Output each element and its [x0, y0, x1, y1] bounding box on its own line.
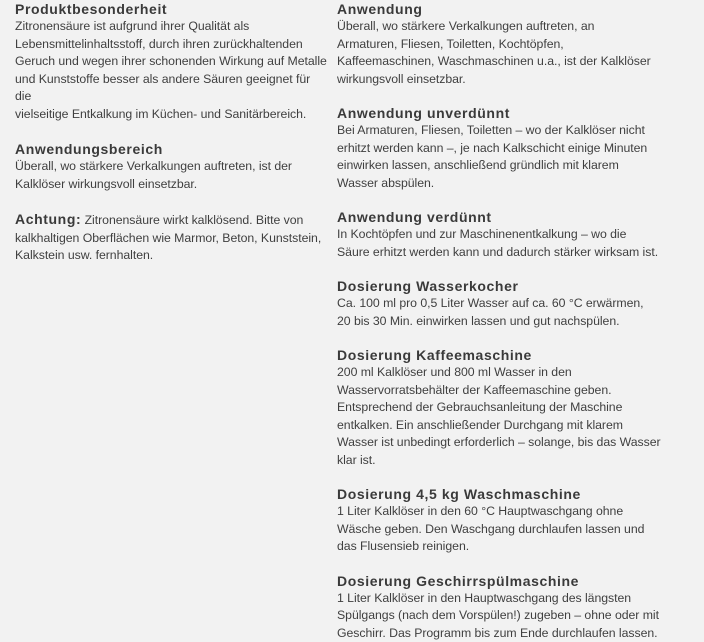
- text-line: 200 ml Kalklöser und 800 ml Wasser in den: [337, 365, 572, 379]
- section-heading: Anwendung unverdünnt: [337, 105, 510, 121]
- achtung-label: Achtung:: [15, 211, 82, 227]
- text-line: Zitronensäure ist aufgrund ihrer Qualität als: [15, 19, 250, 33]
- section-heading: Dosierung 4,5 kg Waschmaschine: [337, 486, 581, 502]
- text-line: Kalklöser wirkungsvoll einsetzbar.: [15, 176, 198, 191]
- text-line: Wasser abspülen.: [337, 175, 435, 190]
- section-dosierung-wasserkocher: [337, 278, 672, 330]
- text-line: Wasservorratsbehälter der Kaffeemaschine geben.: [337, 382, 612, 397]
- right-column: [337, 0, 672, 642]
- text-line: Überall, wo stärkere Verkalkungen auftreten, an: [337, 19, 595, 33]
- text-line: Geruch und wegen ihrer schonenden Wirkung auf Metalle: [15, 54, 327, 68]
- text-line: Kalkstein usw. fernhalten.: [15, 248, 154, 262]
- text-line: Entsprechend der Gebrauchsanleitung der Maschine: [337, 400, 623, 414]
- text-line: Armaturen, Fliesen, Toiletten, Kochtöpfen,: [337, 36, 564, 51]
- text-line: Bei Armaturen, Fliesen, Toiletten – wo der Kalklöser nicht: [337, 123, 645, 137]
- achtung-text: Zitronensäure wirkt kalklösend. Bitte von: [81, 213, 304, 227]
- text-line: und Kunststoffe besser als andere Säuren geeignet für die: [15, 71, 311, 103]
- text-line: Lebensmittelinhaltsstoff, durch ihren zurückhaltenden: [15, 36, 303, 51]
- section-anwendung: [337, 1, 672, 88]
- text-line: vielseitige Entkalkung im Küchen- und Sanitärbereich.: [15, 106, 307, 121]
- left-column: [15, 0, 327, 265]
- section-anwendungsbereich: [15, 141, 327, 193]
- text-line: Wasser ist unbedingt erforderlich – solange, bis das Wasser: [337, 435, 661, 449]
- section-achtung: [15, 211, 327, 265]
- text-line: das Flusensieb reinigen.: [337, 539, 470, 553]
- text-line: entkalken. Ein anschließender Durchgang mit klarem: [337, 417, 623, 432]
- section-dosierung-waschmaschine: [337, 486, 672, 556]
- section-heading: Dosierung Wasserkocher: [337, 278, 519, 294]
- section-heading: Anwendung verdünnt: [337, 209, 492, 225]
- text-line: erhitzt werden kann –, je nach Kalkschicht einige Minuten: [337, 140, 648, 155]
- section-heading: Anwendung: [337, 1, 423, 17]
- section-heading: Dosierung Kaffeemaschine: [337, 347, 532, 363]
- text-line: Ca. 100 ml pro 0,5 Liter Wasser auf ca. 60 °C erwärmen,: [337, 296, 644, 310]
- section-dosierung-kaffeemaschine: [337, 347, 672, 469]
- text-line: Spülgangs (nach dem Vorspülen!) zugeben – ohne oder mit: [337, 608, 659, 622]
- section-heading: Dosierung Geschirrspülmaschine: [337, 572, 580, 589]
- section-anwendung-verduennt: [337, 209, 672, 261]
- text-line: klar ist.: [337, 452, 376, 467]
- text-line: Geschirr. Das Programm bis zum Ende durchlaufen lassen.: [337, 625, 658, 640]
- text-line: Kaffeemaschinen, Waschmaschinen u.a., ist der Kalklöser: [337, 54, 651, 68]
- section-heading: Produktbesonderheit: [15, 1, 168, 17]
- section-produktbesonderheit: [15, 1, 327, 123]
- text-line: 20 bis 30 Min. einwirken lassen und gut nachspülen.: [337, 313, 620, 328]
- text-line: 1 Liter Kalklöser in den 60 °C Hauptwaschgang ohne: [337, 504, 624, 518]
- section-heading: Anwendungsbereich: [15, 141, 163, 157]
- text-line: Überall, wo stärkere Verkalkungen auftreten, ist der: [15, 159, 292, 173]
- text-line: 1 Liter Kalklöser in den Hauptwaschgang des längsten: [337, 590, 632, 605]
- text-line: Säure erhitzt werden kann und dadurch stärker wirksam ist.: [337, 244, 659, 259]
- text-line: kalkhaltigen Oberflächen wie Marmor, Beton, Kunststein,: [15, 230, 322, 245]
- text-line: In Kochtöpfen und zur Maschinenentkalkung – wo die: [337, 227, 627, 241]
- achtung-first-line: [15, 211, 327, 230]
- text-line: Wäsche geben. Den Waschgang durchlaufen lassen und: [337, 521, 645, 536]
- section-anwendung-unverduennt: [337, 105, 672, 192]
- text-line: wirkungsvoll einsetzbar.: [337, 71, 466, 86]
- section-dosierung-geschirrspuelmaschine: [337, 573, 672, 642]
- text-line: einwirken lassen, anschließend gründlich mit klarem: [337, 158, 619, 172]
